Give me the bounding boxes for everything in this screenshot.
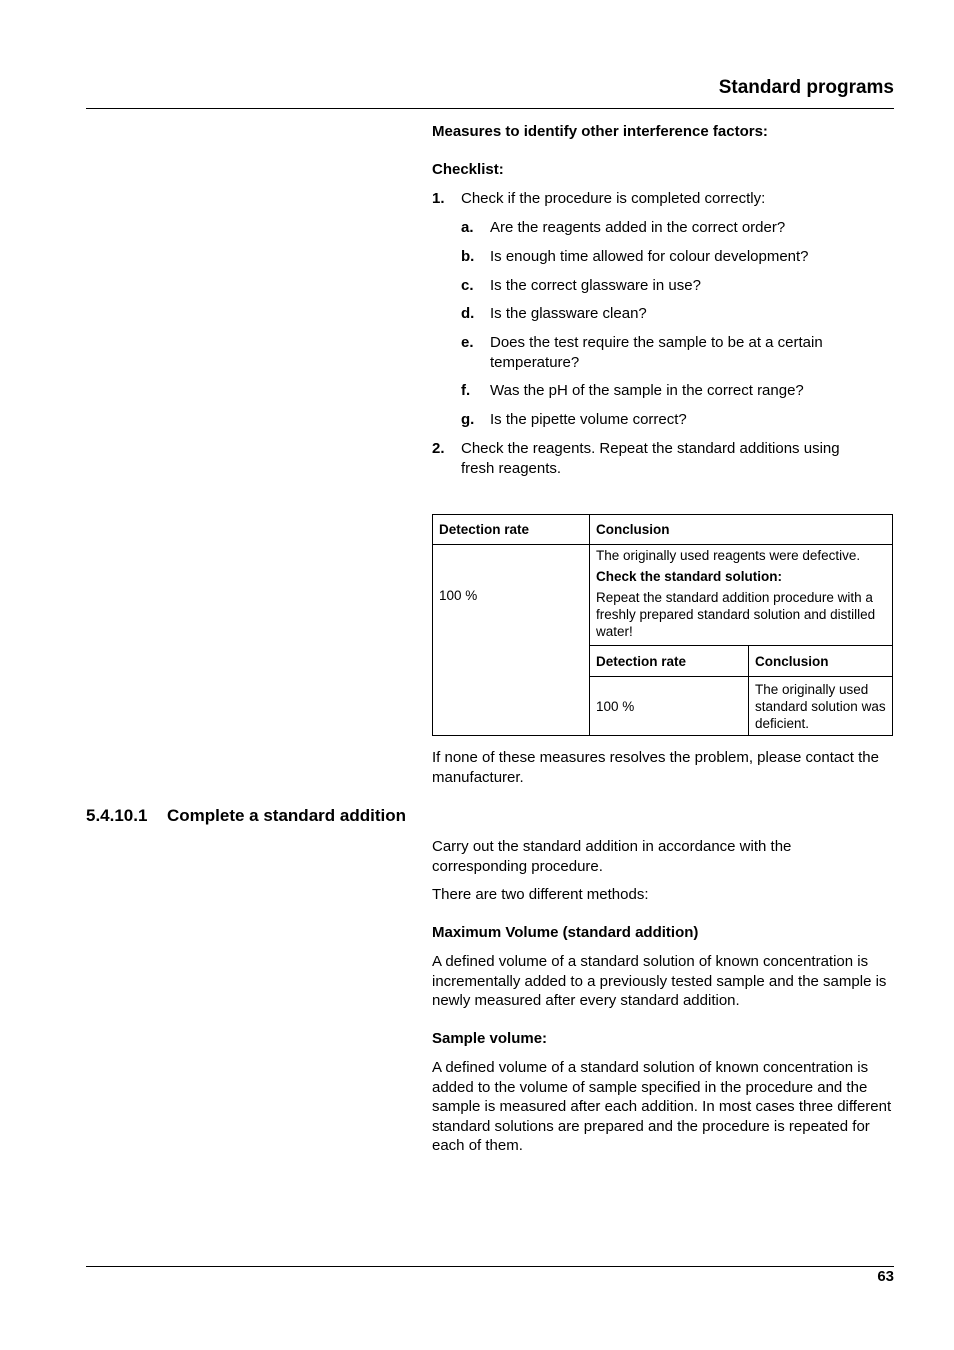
checklist	[432, 189, 894, 489]
sub-text: Was the pH of the sample in the correct range?	[490, 382, 804, 399]
sub-text: Does the test require the sample to be at a certain temperature?	[490, 334, 823, 371]
page-number: 63	[877, 1268, 894, 1285]
sub-letter: f.	[461, 382, 471, 399]
conclusion-instruction: Repeat the standard addition procedure with a freshly prepared standard solution and distilled water!	[596, 590, 876, 639]
sub-letter: g.	[461, 411, 475, 428]
list-number: 1.	[432, 190, 445, 207]
table-header-conclusion: Conclusion	[590, 515, 893, 545]
sub-text: Are the reagents added in the correct order?	[490, 219, 786, 236]
sub-letter: d.	[461, 305, 475, 322]
sub-text: Is the glassware clean?	[490, 305, 647, 322]
measures-heading: Measures to identify other interference factors:	[432, 123, 768, 140]
method2-heading: Sample volume:	[432, 1030, 548, 1047]
method2-text: A defined volume of a standard solution of known concentration is added to the volume of sample specified in the procedure and the sample is measured after each addition. In most cases three different standard solutions are prepared and the procedure is repeated for each of them.	[432, 1059, 892, 1154]
sub-letter: a.	[461, 219, 474, 236]
table-cell-conclusion	[590, 545, 893, 646]
methods-intro: There are two different methods:	[432, 886, 649, 903]
conclusion-text: The originally used reagents were defective.	[596, 548, 861, 563]
nested-cell-conclusion: The originally used standard solution was deficient.	[749, 677, 893, 736]
list-text: Check the reagents. Repeat the standard additions using fresh reagents.	[461, 440, 840, 477]
section-heading	[86, 806, 406, 826]
header-rule	[86, 108, 894, 109]
sub-text: Is the pipette volume correct?	[490, 411, 687, 428]
section-intro: Carry out the standard addition in accordance with the corresponding procedure.	[432, 838, 792, 875]
detection-rate-table	[432, 514, 893, 736]
sub-text: Is enough time allowed for colour development?	[490, 248, 809, 265]
list-text: Check if the procedure is completed correctly:	[461, 190, 766, 207]
conclusion-bold-text: Check the standard solution:	[596, 569, 783, 584]
checklist-label: Checklist:	[432, 161, 504, 178]
method1-heading: Maximum Volume (standard addition)	[432, 924, 699, 941]
table-header-detection-rate: Detection rate	[433, 515, 590, 545]
section-title: Complete a standard addition	[167, 806, 406, 825]
nested-header-conclusion: Conclusion	[749, 646, 893, 677]
nested-header-detection-rate: Detection rate	[590, 646, 749, 677]
table-cell-rate: 100 %	[433, 545, 590, 736]
nested-cell-rate: 100 %	[590, 677, 749, 736]
sub-letter: b.	[461, 248, 475, 265]
page-header-title: Standard programs	[718, 77, 894, 98]
sub-letter: c.	[461, 277, 474, 294]
contact-note: If none of these measures resolves the problem, please contact the manufacturer.	[432, 749, 879, 786]
method1-text: A defined volume of a standard solution of known concentration is incrementally added to a previously tested sample and the sample is newly measured after every standard addition.	[432, 953, 887, 1009]
section-number: 5.4.10.1	[86, 806, 148, 825]
sub-letter: e.	[461, 334, 474, 351]
footer-rule	[86, 1266, 894, 1267]
sub-text: Is the correct glassware in use?	[490, 277, 701, 294]
list-number: 2.	[432, 440, 445, 457]
